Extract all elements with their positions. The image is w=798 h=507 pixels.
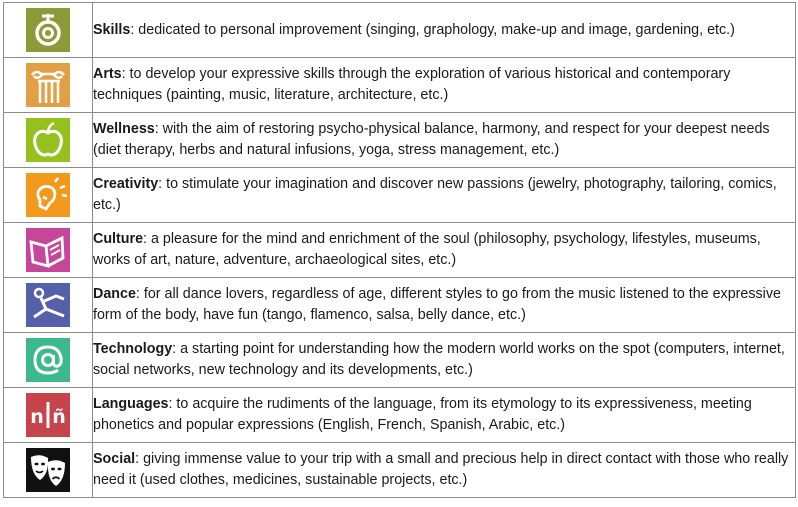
dancer-icon bbox=[26, 283, 70, 327]
category-description: : with the aim of restoring psycho-physical balance, harmony, and respect for your deepest needs (diet therapy, herbs and natural infusions, yoga, stress management, etc.) bbox=[93, 121, 770, 158]
target-spiral-icon bbox=[26, 8, 70, 52]
table-row bbox=[4, 168, 796, 223]
at-sign-icon bbox=[26, 338, 70, 382]
category-description: : giving immense value to your trip with a small and precious help in direct contact with those who really need it (used clothes, medicines, sustainable projects, etc.) bbox=[93, 451, 789, 488]
table-row bbox=[4, 388, 796, 443]
category-table bbox=[3, 2, 796, 498]
letters-n-icon bbox=[26, 393, 70, 437]
category-term: Languages bbox=[93, 396, 169, 412]
category-term: Dance bbox=[93, 286, 136, 302]
category-term: Creativity bbox=[93, 176, 159, 192]
letter-n: n bbox=[30, 406, 44, 428]
category-term: Technology bbox=[93, 341, 173, 357]
category-description: : to develop your expressive skills through the exploration of various historical and contemporary techniques (painting, music, literature, architecture, etc.) bbox=[93, 66, 731, 103]
category-description: : dedicated to personal improvement (singing, graphology, make-up and image, gardening, etc.) bbox=[130, 21, 735, 38]
ionic-column-icon bbox=[26, 63, 70, 107]
category-term: Culture bbox=[93, 231, 144, 247]
table-row bbox=[4, 278, 796, 333]
category-description: : a pleasure for the mind and enrichment of the soul (philosophy, psychology, lifestyles, museums, works of art, nature, adventure, archaeological sites, etc.) bbox=[93, 231, 761, 268]
category-term: Skills bbox=[93, 21, 131, 38]
lightbulb-icon bbox=[26, 173, 70, 217]
table-row bbox=[4, 3, 796, 58]
category-description: : to stimulate your imagination and discover new passions (jewelry, photography, tailoring, comics, etc.) bbox=[93, 176, 777, 213]
table-row bbox=[4, 113, 796, 168]
table-row bbox=[4, 223, 796, 278]
category-term: Social bbox=[93, 451, 136, 467]
open-book-icon bbox=[26, 228, 70, 272]
table-row bbox=[4, 443, 796, 498]
category-term: Arts bbox=[93, 66, 122, 82]
category-description: : a starting point for understanding how the modern world works on the spot (computers, internet, social networks, new technology and its developments, etc.) bbox=[93, 341, 785, 378]
category-description: : for all dance lovers, regardless of age, different styles to go from the music listened to the expressive form of the body, have fun (tango, flamenco, salsa, belly dance, etc.) bbox=[93, 286, 781, 323]
apple-icon bbox=[26, 118, 70, 162]
table-row bbox=[4, 58, 796, 113]
category-description: : to acquire the rudiments of the language, from its etymology to its expressiveness, meeting phonetics and popular expressions (English, French, Spanish, Arabic, etc.) bbox=[93, 396, 752, 433]
category-term: Wellness bbox=[93, 121, 155, 137]
theatre-masks-icon bbox=[26, 448, 70, 492]
table-row bbox=[4, 333, 796, 388]
letter-n-tilde: ñ bbox=[52, 406, 66, 428]
